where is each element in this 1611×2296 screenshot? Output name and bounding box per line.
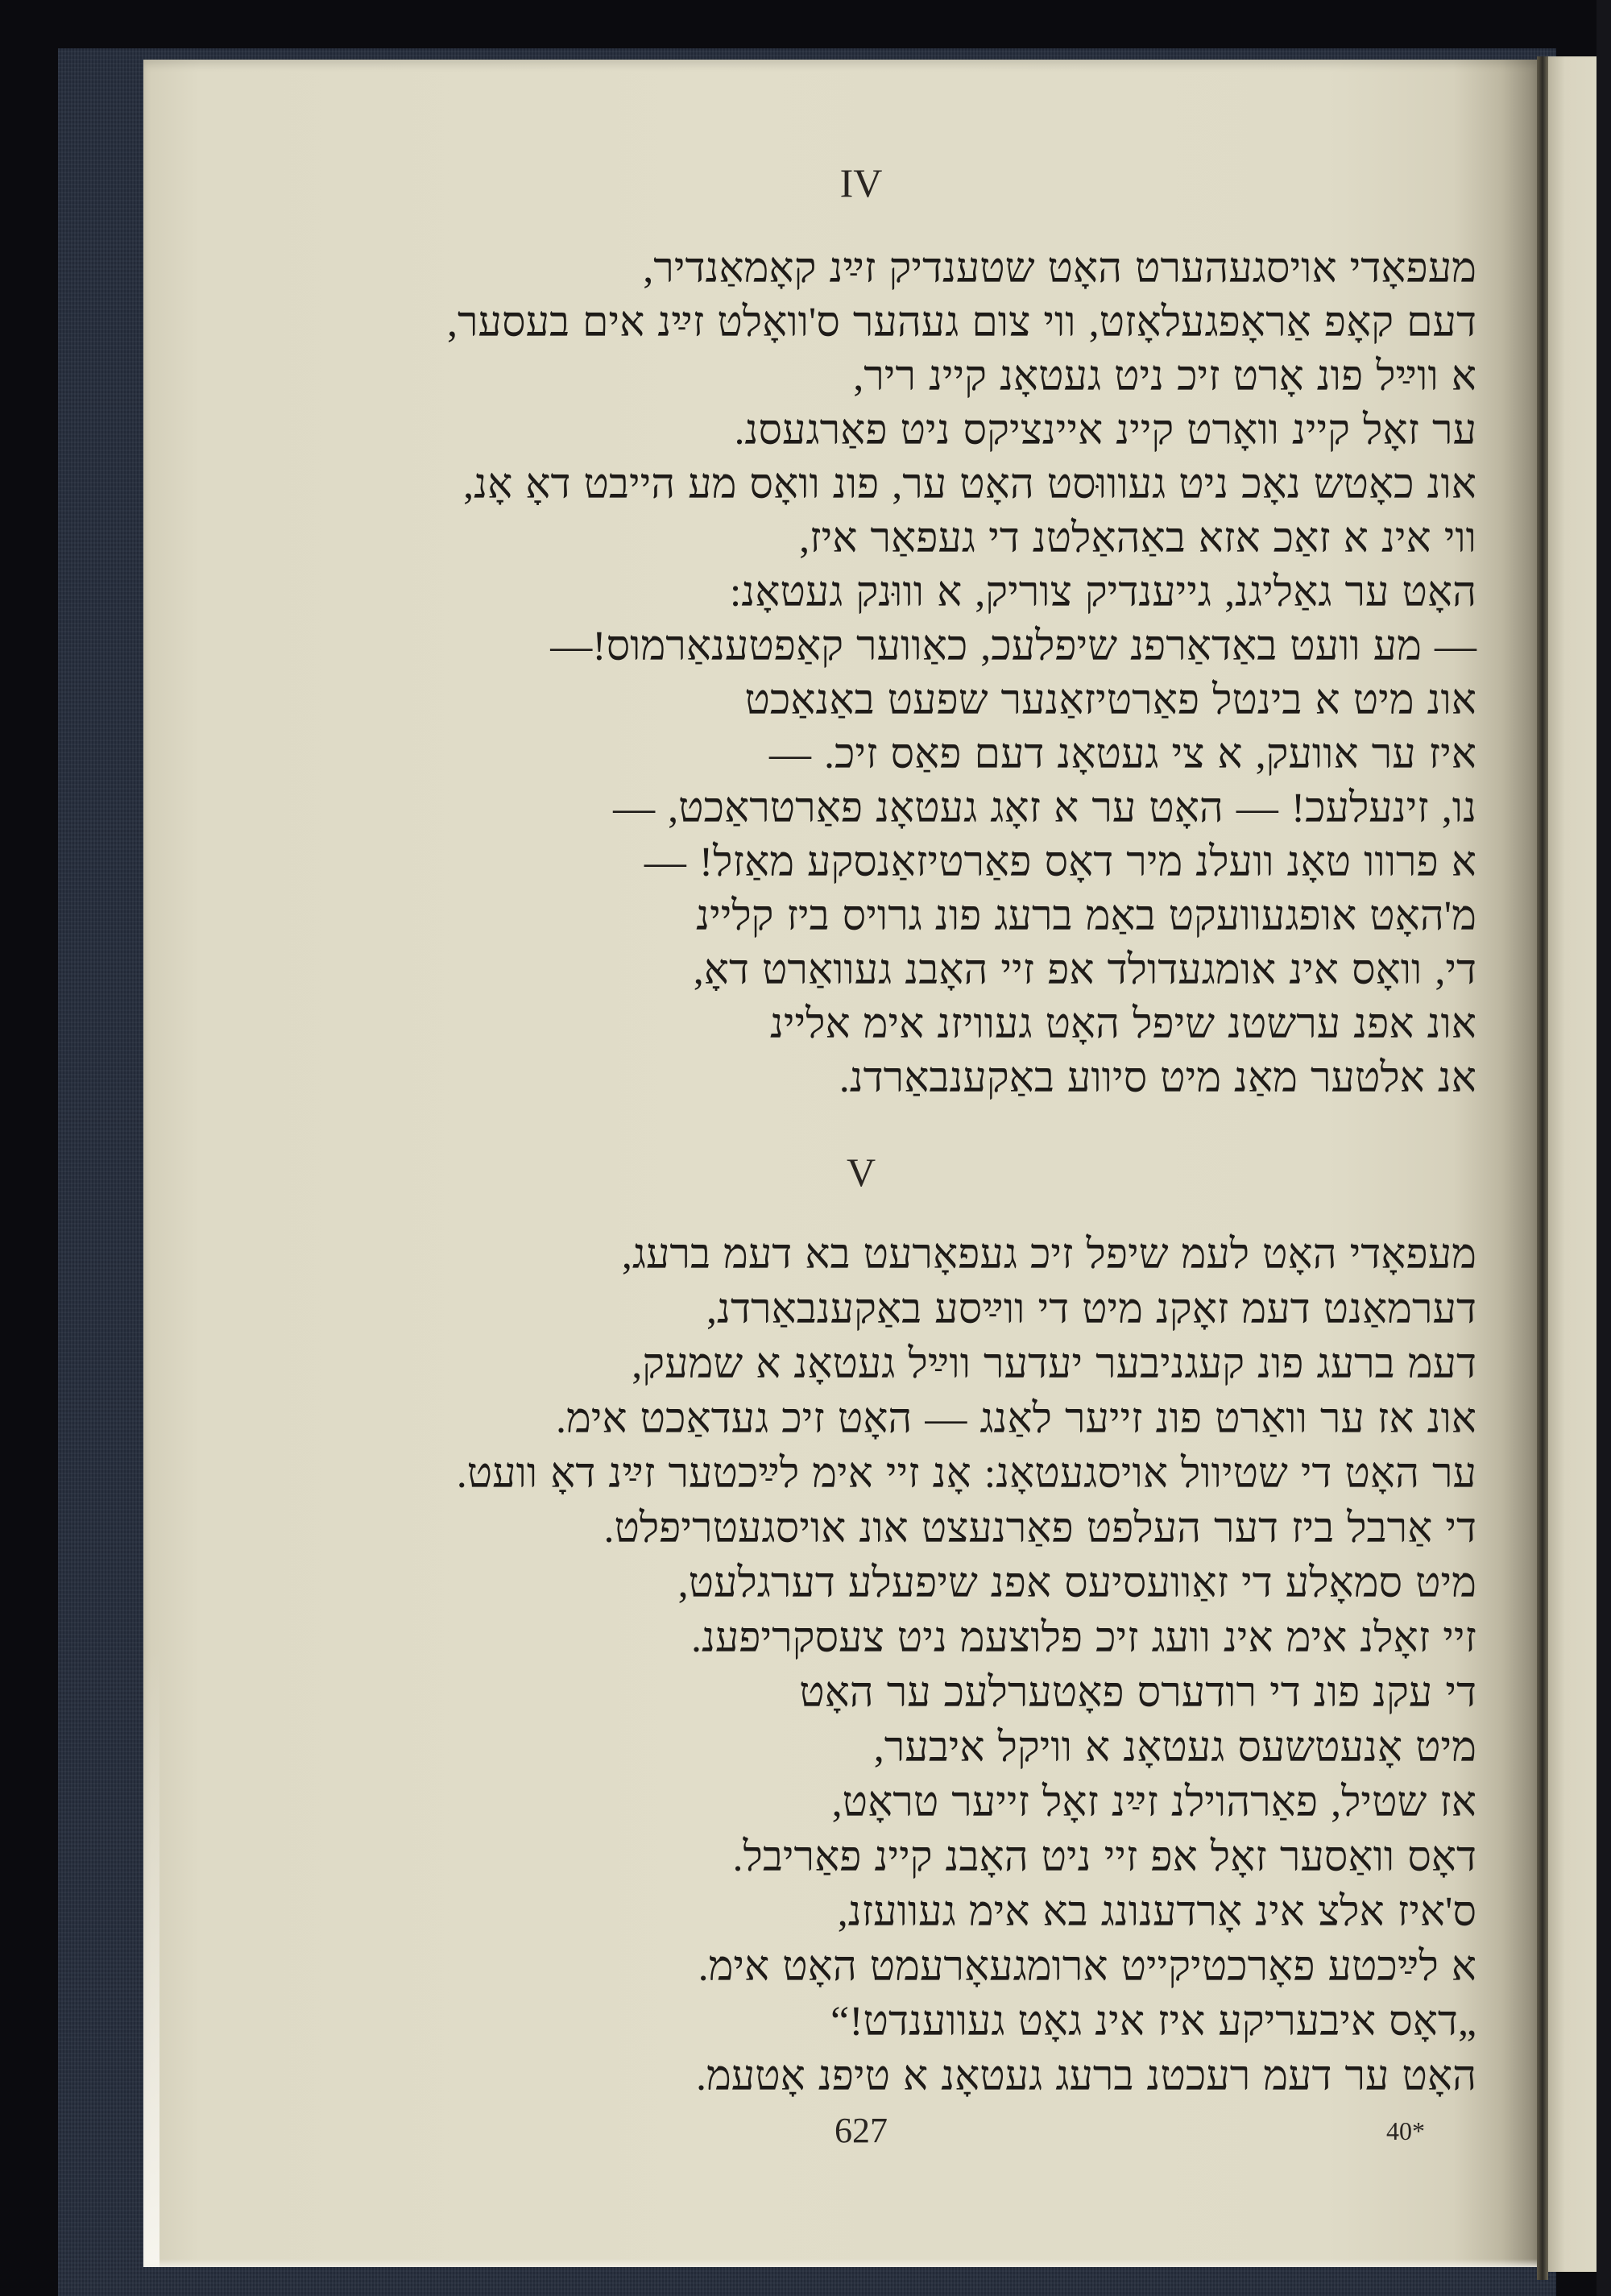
poem-line: ער זאָל קיינ וואָרט קיינ איינציקס ניט פאַרגעסנ. [734, 408, 1476, 454]
poem-line: א פרווו טאָנ וועלנ מיר דאָס פאַרטיזאַנסקע מאַזל! — [644, 839, 1476, 885]
poem-line: דעם קאָפ אַראָפגעלאָזט, ווי צום געהער ס'וואָלט זײַנ אים בעסער, [447, 300, 1476, 346]
page-bottom-edge [143, 2259, 1537, 2267]
poem-line: דעמ ברעג פונ קעגניבער יעדער ווײַל געטאָנ א שמעק, [632, 1341, 1476, 1387]
poem-line: א ווײַל פונ אָרט זיכ ניט געטאָנ קיינ ריר, [853, 354, 1476, 400]
poem-line: האָט ער גאַליגנ, גייענדיק צוריק, א וווּנק געטאָנ: [729, 570, 1476, 615]
poem-line: די אַרבל ביז דער העלפט פאַרנעצט אונ אויסגעטריפלט. [603, 1506, 1476, 1552]
poem-line: מעפאָדי האָט לעמ שיפל זיכ געפאָרעט בא דעמ ברעג, [621, 1232, 1476, 1278]
poem-line: די, וואָס אינ אומגעדולד אפ זיי האָבנ געוואַרט דאָ, [693, 947, 1476, 993]
gutter-shadow [1537, 56, 1548, 2280]
poem-line: די עקנ פונ די רודערס פאָטערלעכ ער האָט [799, 1670, 1476, 1716]
section-v-text [155, 1228, 1476, 2104]
page-number: 627 [834, 2111, 888, 2150]
poem-line: ער האָט די שטיוול אויסגעטאָנ: אָנ זיי אימ לײַכטער זײַנ דאָ וועט. [456, 1451, 1476, 1497]
poem-line: זיי זאָלנ אימ אינ וועג זיכ פלוצעמ ניט צעסקריפענ. [690, 1615, 1476, 1661]
poem-line: אז שטיל, פאַרהוילנ זײַנ זאָל זייער טראָט, [831, 1780, 1476, 1826]
poem-line: מ'האָט אופגעוועקט באַמ ברעג פונ גרויס ביז קליינ [696, 893, 1476, 939]
section-heading-v: V [846, 1150, 876, 1195]
scan-background-edge [1597, 0, 1611, 2296]
poem-line: ווי אינ א זאַכ אזא באַהאַלטנ די געפאַר איז, [799, 516, 1476, 562]
poem-line: נו, זינעלעכ! — האָט ער א זאָג געטאָנ פאַרטראַכט, — [613, 785, 1476, 831]
poem-line: א לײַכטע פאָרכטיקייט ארומגעאָרעמט האָט אימ. [698, 1944, 1476, 1990]
poem-line: דאָס וואַסער זאָל אפ זיי ניט האָבנ קיינ פאַריבל. [732, 1834, 1476, 1880]
poem-line: אונ אפנ ערשטנ שיפל האָט געוויזנ אימ אליינ [769, 1001, 1476, 1047]
poem-line: האָט ער דעמ רעכטנ ברעג געטאָנ א טיפנ אָטעמ. [695, 2054, 1476, 2099]
section-iv-text [155, 242, 1476, 1105]
printer-signature-mark: 40* [1386, 2116, 1425, 2145]
poem-line: מיט סמאָלע די זאַוועסיעס אפנ שיפעלע דערגלעט, [677, 1560, 1476, 1606]
facing-page-edge [1548, 56, 1597, 2272]
poem-line: „דאָס איבעריקע איז אינ גאָט געווענדט!“ [830, 1999, 1476, 2045]
poem-line: דערמאַנט דעמ זאָקנ מיט די ווײַסע באַקענבאַרדנ, [706, 1287, 1476, 1332]
poem-line: אנ אלטער מאַנ מיט סיווע באַקענבאַרדנ. [839, 1055, 1476, 1101]
poem-line: מעפאָדי אויסגעהערט האָט שטענדיק זײַנ קאָמאַנדיר, [643, 246, 1476, 292]
book-page [143, 60, 1537, 2267]
poem-line: — מע וועט באַדאַרפנ שיפלעכ, כאַווער קאַפטענאַרמוס!— [550, 624, 1476, 669]
section-heading-iv: IV [839, 160, 883, 205]
poem-line: ס'איז אלצ אינ אָרדענונג בא אימ געוועזנ, [837, 1889, 1476, 1935]
poem-line: אונ כאָטש נאָכ ניט געוווּסט האָט ער, פונ וואָס מע הייבט דאָ אָנ, [463, 462, 1476, 508]
poem-line: אונ אז ער וואַרט פונ זייער לאַנג — האָט זיכ געדאַכט אימ. [555, 1396, 1476, 1442]
poem-line: איז ער אוועק, א צי געטאָנ דעם פאַס זיכ. — [768, 731, 1476, 777]
poem-line: מיט אָנעטשעס געטאָנ א וויקל איבער, [873, 1725, 1476, 1771]
poem-line: אונ מיט א בינטל פאַרטיזאַנער שפעט באַנאַכט [744, 678, 1476, 723]
